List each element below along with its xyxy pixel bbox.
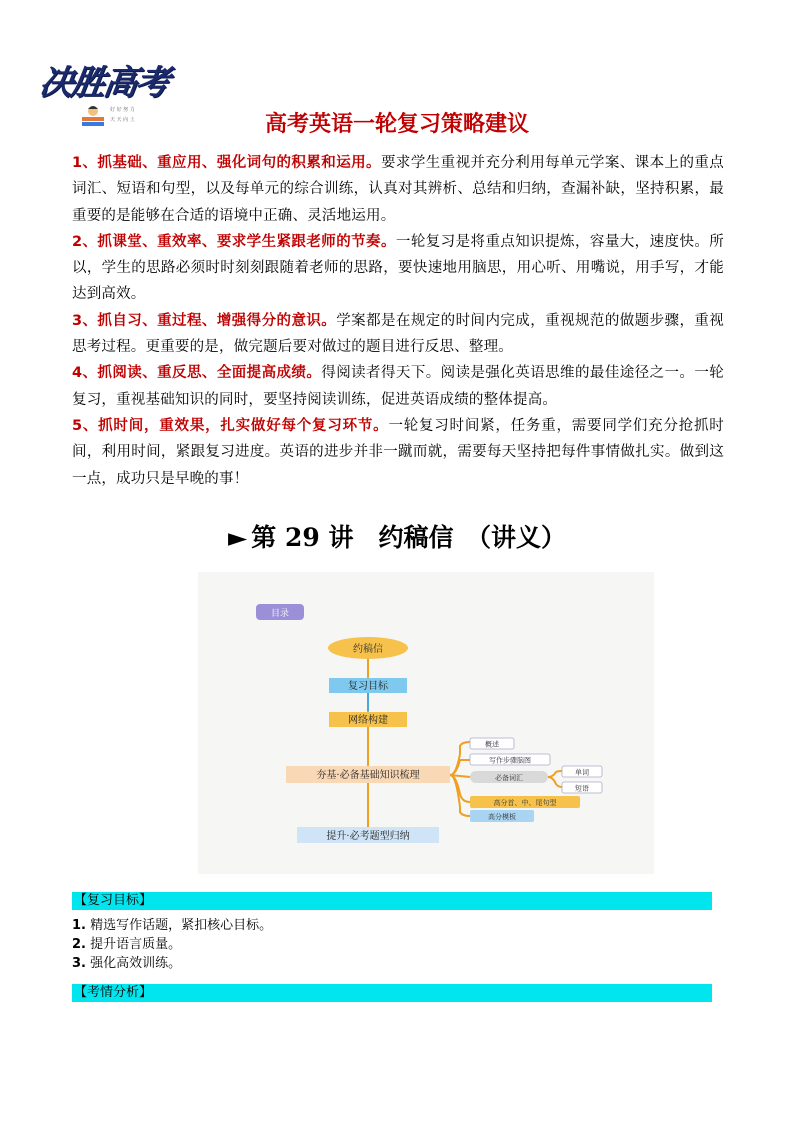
strategy-item xyxy=(72,360,724,413)
mind-map-node: 提升·必考题型归纳 xyxy=(326,831,410,842)
strategy-heading: 2、抓课堂、重效率、要求学生紧跟老师的节奏。 xyxy=(72,233,396,250)
strategy-text: 得阅读者得天下。阅读是强化英语思维的最佳途径之一。一轮复习，重视基础知识的同时，要坚持阅读训练，促进英语成绩的整体提高。 xyxy=(72,365,724,408)
goal-number: 1. xyxy=(72,918,86,933)
strategy-text: 一轮复习是将重点知识提炼，容量大，速度快。所以，学生的思路必须时时刻刻跟随着老师的思路，要快速地用脑思，用心听、用嘴说，用手写，才能达到高效。 xyxy=(72,233,724,303)
strategy-text: 一轮复习时间紧，任务重，需要同学们充分抢抓时间，利用时间，紧跟复习进度。英语的进步并非一蹴而就，需要每天坚持把每件事情做扎实。做到这一点，成功只是早晚的事！ xyxy=(72,417,724,487)
mind-map-diagram xyxy=(198,572,654,874)
goal-item xyxy=(72,954,272,973)
goal-item xyxy=(72,916,272,935)
goal-text: 精选写作话题，紧扣核心目标。 xyxy=(90,918,273,933)
mind-map-branch: 必备词汇 xyxy=(495,774,523,782)
strategy-heading: 5、抓时间，重效果，扎实做好每个复习环节。 xyxy=(72,417,389,434)
strategy-item xyxy=(72,229,724,308)
goal-number: 2. xyxy=(72,937,86,952)
strategy-list xyxy=(72,150,724,492)
section-bar-review-goals: 【复习目标】 xyxy=(72,892,712,910)
svg-text:好 好 努 力: 好 好 努 力 xyxy=(110,107,135,113)
logo-text: 决胜高考 xyxy=(36,63,171,103)
lecture-title xyxy=(0,518,794,554)
goal-item xyxy=(72,935,272,954)
mind-map-vocab-child: 单词 xyxy=(575,768,589,777)
mind-map-vocab-child: 短语 xyxy=(575,784,589,793)
strategy-item xyxy=(72,150,724,229)
contents-tag: 目录 xyxy=(270,609,290,619)
goal-number: 3. xyxy=(72,956,86,971)
lecture-title-text: 第 29 讲 约稿信 （讲义） xyxy=(251,523,566,552)
strategy-heading: 4、抓阅读、重反思、全面提高成绩。 xyxy=(72,365,322,382)
strategy-text: 学案都是在规定的时间内完成，重视规范的做题步骤，重视思考过程。更重要的是，做完题后要对做过的题目进行反思、整理。 xyxy=(72,312,725,356)
strategy-text: 要求学生重视并充分利用每单元学案、课本上的重点词汇、短语和句型，以及每单元的综合训练，认真对其辨析、总结和归纳，查漏补缺，坚持积累，最重要的是能够在合适的语境中正确、灵活地运用。 xyxy=(72,155,724,224)
triangle-marker-icon: ► xyxy=(228,523,248,552)
strategy-heading: 1、抓基础、重应用、强化词句的积累和运用。 xyxy=(72,155,381,171)
strategy-item xyxy=(72,308,724,361)
strategy-item xyxy=(72,413,724,492)
goal-text: 强化高效训练。 xyxy=(90,956,182,971)
svg-text:天 天 向 上: 天 天 向 上 xyxy=(110,117,135,123)
mind-map-node: 复习目标 xyxy=(348,681,388,692)
strategy-heading: 3、抓自习、重过程、增强得分的意识。 xyxy=(72,312,337,329)
mind-map-node: 网络构建 xyxy=(348,715,388,726)
section-bar-exam-analysis: 【考情分析】 xyxy=(72,984,712,1002)
mind-map-branch: 写作步骤脑图 xyxy=(489,756,531,765)
page-title: 高考英语一轮复习策略建议 xyxy=(264,112,529,137)
mind-map-branch: 高分模板 xyxy=(488,813,516,821)
mind-map xyxy=(198,572,654,874)
mind-map-branch: 概述 xyxy=(485,740,499,749)
mind-map-branch: 高分首、中、尾句型 xyxy=(493,799,557,807)
goal-list xyxy=(72,916,272,973)
mind-map-root: 约稿信 xyxy=(353,644,383,655)
goal-text: 提升语言质量。 xyxy=(90,937,182,952)
mind-map-node: 夯基·必备基础知识梳理 xyxy=(316,770,420,781)
